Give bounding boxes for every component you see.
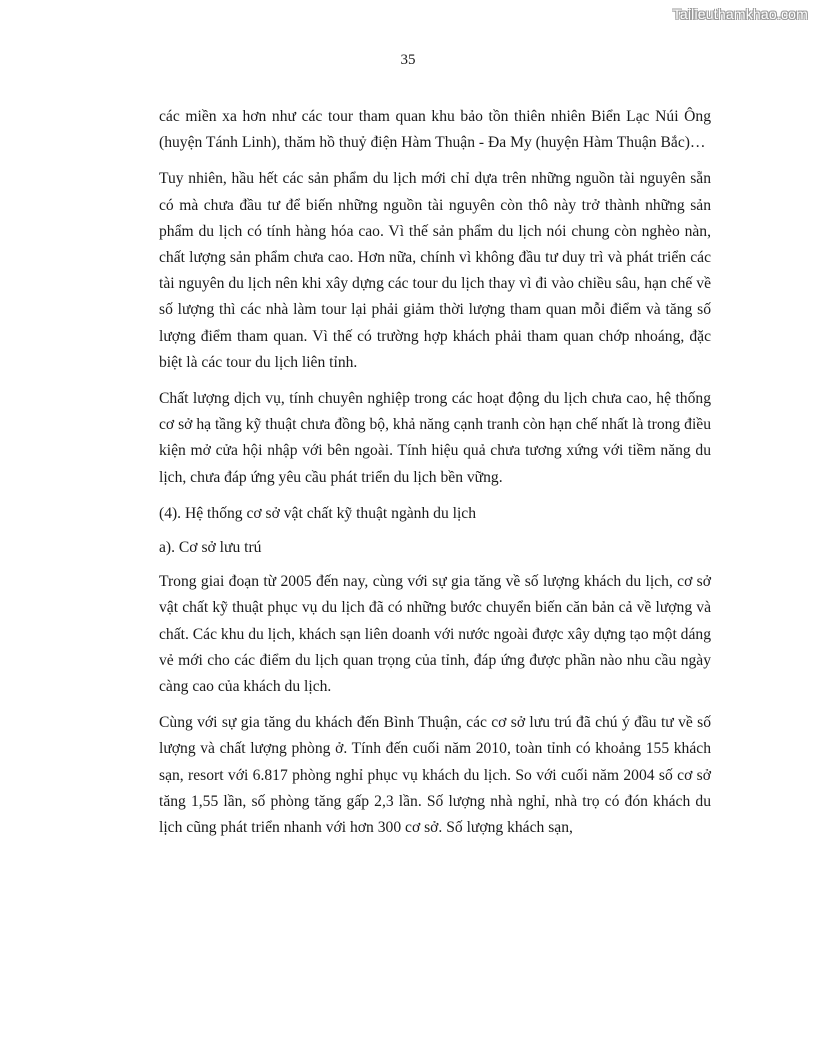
page-number: 35 bbox=[400, 52, 416, 68]
paragraph-tourism-products: Tuy nhiên, hầu hết các sản phẩm du lịch mới chỉ dựa trên những nguồn tài nguyên sẵn có mà chưa đầu tư để biến những nguồn tài nguyên còn thô này trở thành những sản phẩm du lịch có tính hàng hóa cao. Vì thế sản phẩm du lịch nói chung còn nghèo nàn, chất lượng sản phẩm chưa cao. Hơn nữa, chính vì không đầu tư duy trì và phát triển các tài nguyên du lịch nên khi xây dựng các tour du lịch thay vì đi vào chiều sâu, hạn chế về số lượng thì các nhà làm tour lại phải giảm thời lượng tham quan mỗi điểm và tăng số lượng điểm tham quan. Vì thế có trường hợp khách phải tham quan chớp nhoáng, đặc biệt là các tour du lịch liên tỉnh. bbox=[159, 170, 711, 371]
paragraph-continuation: các miền xa hơn như các tour tham quan khu bảo tồn thiên nhiên Biển Lạc Núi Ông (huyện Tánh Linh), thăm hồ thuỷ điện Hàm Thuận - Đa My (huyện Hàm Thuận Bắc)… bbox=[159, 108, 711, 152]
section-heading: (4). Hệ thống cơ sở vật chất kỹ thuật ngành du lịch bbox=[159, 504, 477, 522]
paragraph-infrastructure: Trong giai đoạn từ 2005 đến nay, cùng với sự gia tăng về số lượng khách du lịch, cơ sở vật chất kỹ thuật phục vụ du lịch đã có những bước chuyển biến căn bản cả về lượng và chất. Các khu du lịch, khách sạn liên doanh với nước ngoài được xây dựng tạo một dáng vẻ mới cho các điểm du lịch quan trọng của tỉnh, đáp ứng được phần nào nhu cầu ngày càng cao của khách du lịch. bbox=[159, 573, 711, 696]
watermark: Tailieuthamkhao.com bbox=[672, 6, 808, 22]
paragraph-accommodation: Cùng với sự gia tăng du khách đến Bình Thuận, các cơ sở lưu trú đã chú ý đầu tư về số lượng và chất lượng phòng ở. Tính đến cuối năm 2010, toàn tỉnh có khoảng 155 khách sạn, resort với 6.817 phòng nghỉ phục vụ khách du lịch. So với cuối năm 2004 số cơ sở tăng 1,55 lần, số phòng tăng gấp 2,3 lần. Số lượng nhà nghỉ, nhà trọ có đón khách du lịch cũng phát triển nhanh với hơn 300 cơ sở. Số lượng khách sạn, bbox=[159, 714, 711, 837]
document-body bbox=[159, 104, 711, 851]
subsection-heading: a). Cơ sở lưu trú bbox=[159, 539, 262, 557]
paragraph-service-quality: Chất lượng dịch vụ, tính chuyên nghiệp trong các hoạt động du lịch chưa cao, hệ thống cơ sở hạ tầng kỹ thuật chưa đồng bộ, khả năng cạnh tranh còn hạn chế nhất là trong điều kiện mở cửa hội nhập với bên ngoài. Tính hiệu quả chưa tương xứng với tiềm năng du lịch, chưa đáp ứng yêu cầu phát triển du lịch bền vững. bbox=[159, 390, 711, 486]
